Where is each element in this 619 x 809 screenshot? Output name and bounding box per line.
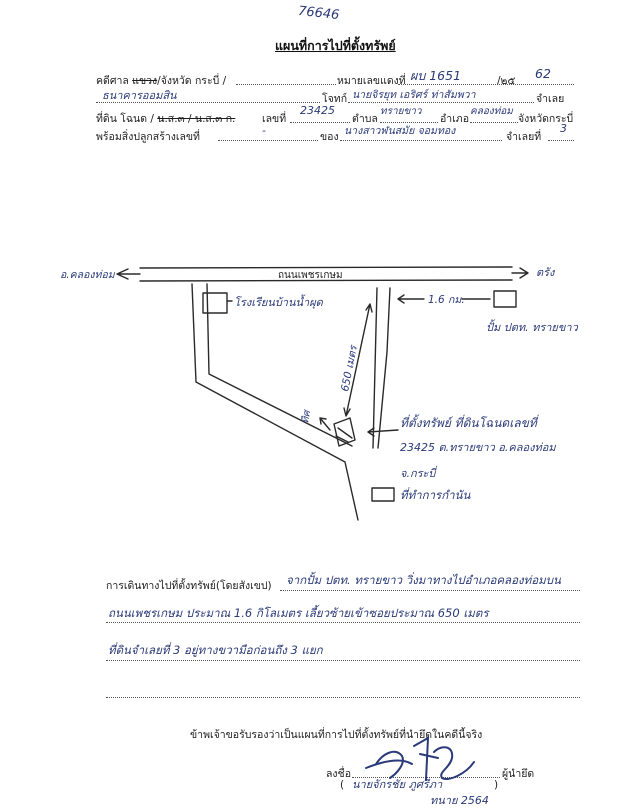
defendant-label: จำเลย (536, 93, 565, 105)
defendant-value: นายจิรยุท เอริศร์ ท่าสัมพวา (352, 89, 476, 101)
subdistrict-value: ทรายขาว (380, 106, 422, 117)
road-name: ถนนเพชรเกษม (278, 270, 343, 281)
certification-text: ข้าพเจ้าขอรับรองว่าเป็นแผนที่การไปที่ตั้งทรัพย์ที่นำยึดในคดีนี้จริง (190, 729, 483, 741)
office-label: ที่ทำการกำนัน (400, 488, 471, 502)
arrow-east (512, 268, 528, 278)
case-year-value: 62 (535, 66, 551, 81)
plaintiff-label: โจทก์ (322, 93, 348, 105)
directions-line2: ถนนเพชรเกษม ประมาณ 1.6 กิโลเมตร เลี้ยวซ้ายเข้าซอยประมาณ 650 เมตร (108, 606, 489, 620)
directions-line3: ที่ดินจำเลยที่ 3 อยู่ทางขวามือก่อนถึง 3 แยก (108, 643, 323, 657)
north-arrow (320, 418, 330, 430)
building-label: พร้อมสิ่งปลูกสร้างเลขที่ (96, 131, 200, 143)
name-open-paren: ( (340, 779, 345, 791)
east-label: ตรัง (536, 266, 555, 279)
arrow-west (117, 269, 140, 279)
lane-left-edge (192, 284, 358, 520)
province-label: จังหวัดกระบี่ (518, 113, 574, 125)
plaintiff-value: ธนาคารออมสิน (102, 89, 177, 102)
directions-line1: จากปั้ม ปตท. ทรายขาว วิ่งมาทางไปอำเภอคลองท่อมบน (286, 573, 561, 587)
side-road-right (378, 288, 390, 448)
building-value: - (262, 124, 266, 137)
school-label: โรงเรียนบ้านน้ำผุด (234, 296, 323, 309)
bottom-partial-text: ทนาย 2564 (430, 794, 489, 807)
case-no-value: ผบ 1651 (410, 68, 462, 83)
court-label: คดีศาล แขวง/จังหวัด กระบี่ / (96, 75, 227, 87)
lane-distance-label: 650 เมตร (339, 344, 360, 393)
owner-value: นางสาวฬนสมัย จอมทอง (344, 125, 456, 137)
property-pointer (368, 428, 398, 436)
printed-name: นายจักรชัย ภูศรีภา (352, 778, 443, 791)
case-year-sep: /๒๕ (497, 75, 516, 87)
district-label: อำเภอ (440, 113, 470, 125)
land-no-label: เลขที่ (262, 113, 287, 125)
property-label-line3: จ.กระบี่ (400, 467, 436, 480)
distance-label: 1.6 กม. (428, 294, 465, 306)
owner-label: ของ (320, 131, 339, 143)
defendant-no-label: จำเลยที่ (506, 131, 542, 143)
gas-station-label: ปั้ม ปตท. ทรายขาว (486, 321, 578, 334)
defendant-no-value: 3 (560, 122, 567, 135)
side-road-left (373, 288, 377, 448)
west-label: อ.คลองท่อม (60, 269, 115, 281)
subdistrict-label: ตำบล (352, 113, 378, 125)
role-label: ผู้นำยึด (502, 768, 535, 780)
district-value: คลองท่อม (470, 106, 513, 117)
case-no-label: หมายเลขแดงที่ (337, 75, 406, 87)
property-label-line1: ที่ตั้งทรัพย์ ที่ดินโฉนดเลขที่ (400, 416, 537, 430)
gas-station-box (494, 291, 516, 307)
office-box (372, 488, 394, 501)
directions-label: การเดินทางไปที่ตั้งทรัพย์(โดยสังเขป) (106, 580, 272, 592)
distance-arrow (398, 295, 424, 303)
land-no-value: 23425 (300, 104, 335, 117)
name-close-paren: ) (494, 779, 499, 791)
property-label-line2: 23425 ต.ทรายขาว อ.คลองท่อม (400, 441, 556, 454)
doc-number: 76646 (297, 3, 341, 24)
page-title: แผนที่การไปที่ตั้งทรัพย์ (275, 38, 396, 53)
sign-label: ลงชื่อ (326, 768, 351, 780)
land-title-label: ที่ดิน โฉนด / น.ส.๓ / น.ส.๓ ก. (96, 113, 236, 125)
north-label: ทิศ (300, 409, 314, 425)
main-road-top-line (140, 267, 512, 268)
